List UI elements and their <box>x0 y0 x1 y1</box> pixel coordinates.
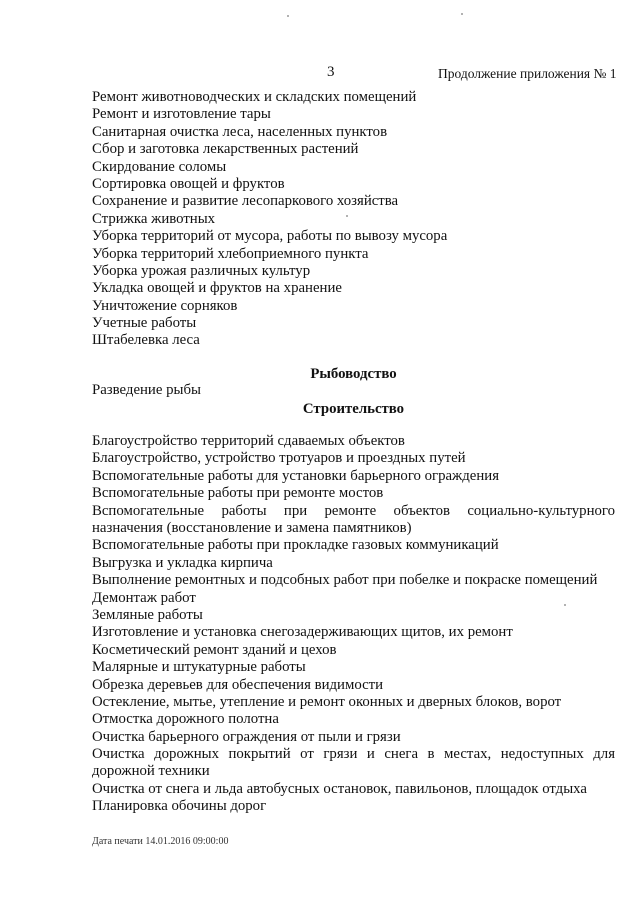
list-item: Скирдование соломы <box>92 158 227 175</box>
appendix-note: Продолжение приложения № 1 <box>438 66 617 81</box>
section-heading-construction: Строительство <box>302 401 405 417</box>
construction-list <box>92 433 615 816</box>
list-item: Очистка барьерного ограждения от пыли и грязи <box>92 728 401 745</box>
list-a <box>92 89 615 350</box>
list-item: Уничтожение сорняков <box>92 297 238 314</box>
list-item: Земляные работы <box>92 606 203 623</box>
list-item: Учетные работы <box>92 315 197 332</box>
scan-speck <box>287 15 289 17</box>
list-item: Малярные и штукатурные работы <box>92 659 306 676</box>
list-item: Стрижка животных <box>92 210 216 227</box>
list-item: Косметический ремонт зданий и цехов <box>92 641 337 658</box>
list-item: Сортировка овощей и фруктов <box>92 175 285 192</box>
list-item: Очистка дорожных покрытий от грязи и снега в местах, недоступных для дорожной техники <box>92 746 615 780</box>
list-item: Вспомогательные работы при ремонте объектов социально-культурного назначения (восстановление и замена памятников) <box>92 502 615 536</box>
list-item: Вспомогательные работы при ремонте мостов <box>92 485 384 502</box>
list-item: Ремонт и изготовление тары <box>92 106 271 123</box>
scan-speck <box>346 215 348 217</box>
fish-list <box>92 382 615 399</box>
list-item: Уборка урожая различных культур <box>92 262 311 279</box>
page-number: 3 <box>327 64 335 80</box>
list-item: Ремонт животноводческих и складских помещений <box>92 89 417 105</box>
list-item: Планировка обочины дорог <box>92 798 267 815</box>
list-item: Вспомогательные работы для установки барьерного ограждения <box>92 467 500 484</box>
list-item: Очистка от снега и льда автобусных остановок, павильонов, площадок отдыха <box>92 780 587 797</box>
list-item: Отмостка дорожного полотна <box>92 711 279 728</box>
list-item: Сохранение и развитие лесопаркового хозяйства <box>92 193 399 210</box>
list-item: Разведение рыбы <box>92 382 201 398</box>
list-item: Благоустройство территорий сдаваемых объектов <box>92 433 405 449</box>
print-date: Дата печати 14.01.2016 09:00:00 <box>92 836 229 847</box>
scan-speck <box>461 13 463 15</box>
list-item: Выполнение ремонтных и подсобных работ при побелке и покраске помещений <box>92 572 598 589</box>
list-item: Вспомогательные работы при прокладке газовых коммуникаций <box>92 537 499 554</box>
list-item: Демонтаж работ <box>92 589 196 606</box>
list-item: Укладка овощей и фруктов на хранение <box>92 280 342 297</box>
list-item: Выгрузка и укладка кирпича <box>92 554 273 571</box>
list-item: Штабелевка леса <box>92 332 200 349</box>
list-item: Санитарная очистка леса, населенных пунктов <box>92 123 388 140</box>
scan-speck <box>564 604 566 606</box>
list-item: Уборка территорий от мусора, работы по вывозу мусора <box>92 228 448 245</box>
list-item: Уборка территорий хлебоприемного пункта <box>92 245 369 262</box>
section-heading-fish: Рыбоводство <box>310 366 397 382</box>
list-item: Благоустройство, устройство тротуаров и проездных путей <box>92 450 466 467</box>
list-item: Сбор и заготовка лекарственных растений <box>92 141 359 158</box>
list-item: Изготовление и установка снегозадерживающих щитов, их ремонт <box>92 624 513 641</box>
list-item: Обрезка деревьев для обеспечения видимости <box>92 676 384 693</box>
list-item: Остекление, мытье, утепление и ремонт оконных и дверных блоков, ворот <box>92 693 562 710</box>
